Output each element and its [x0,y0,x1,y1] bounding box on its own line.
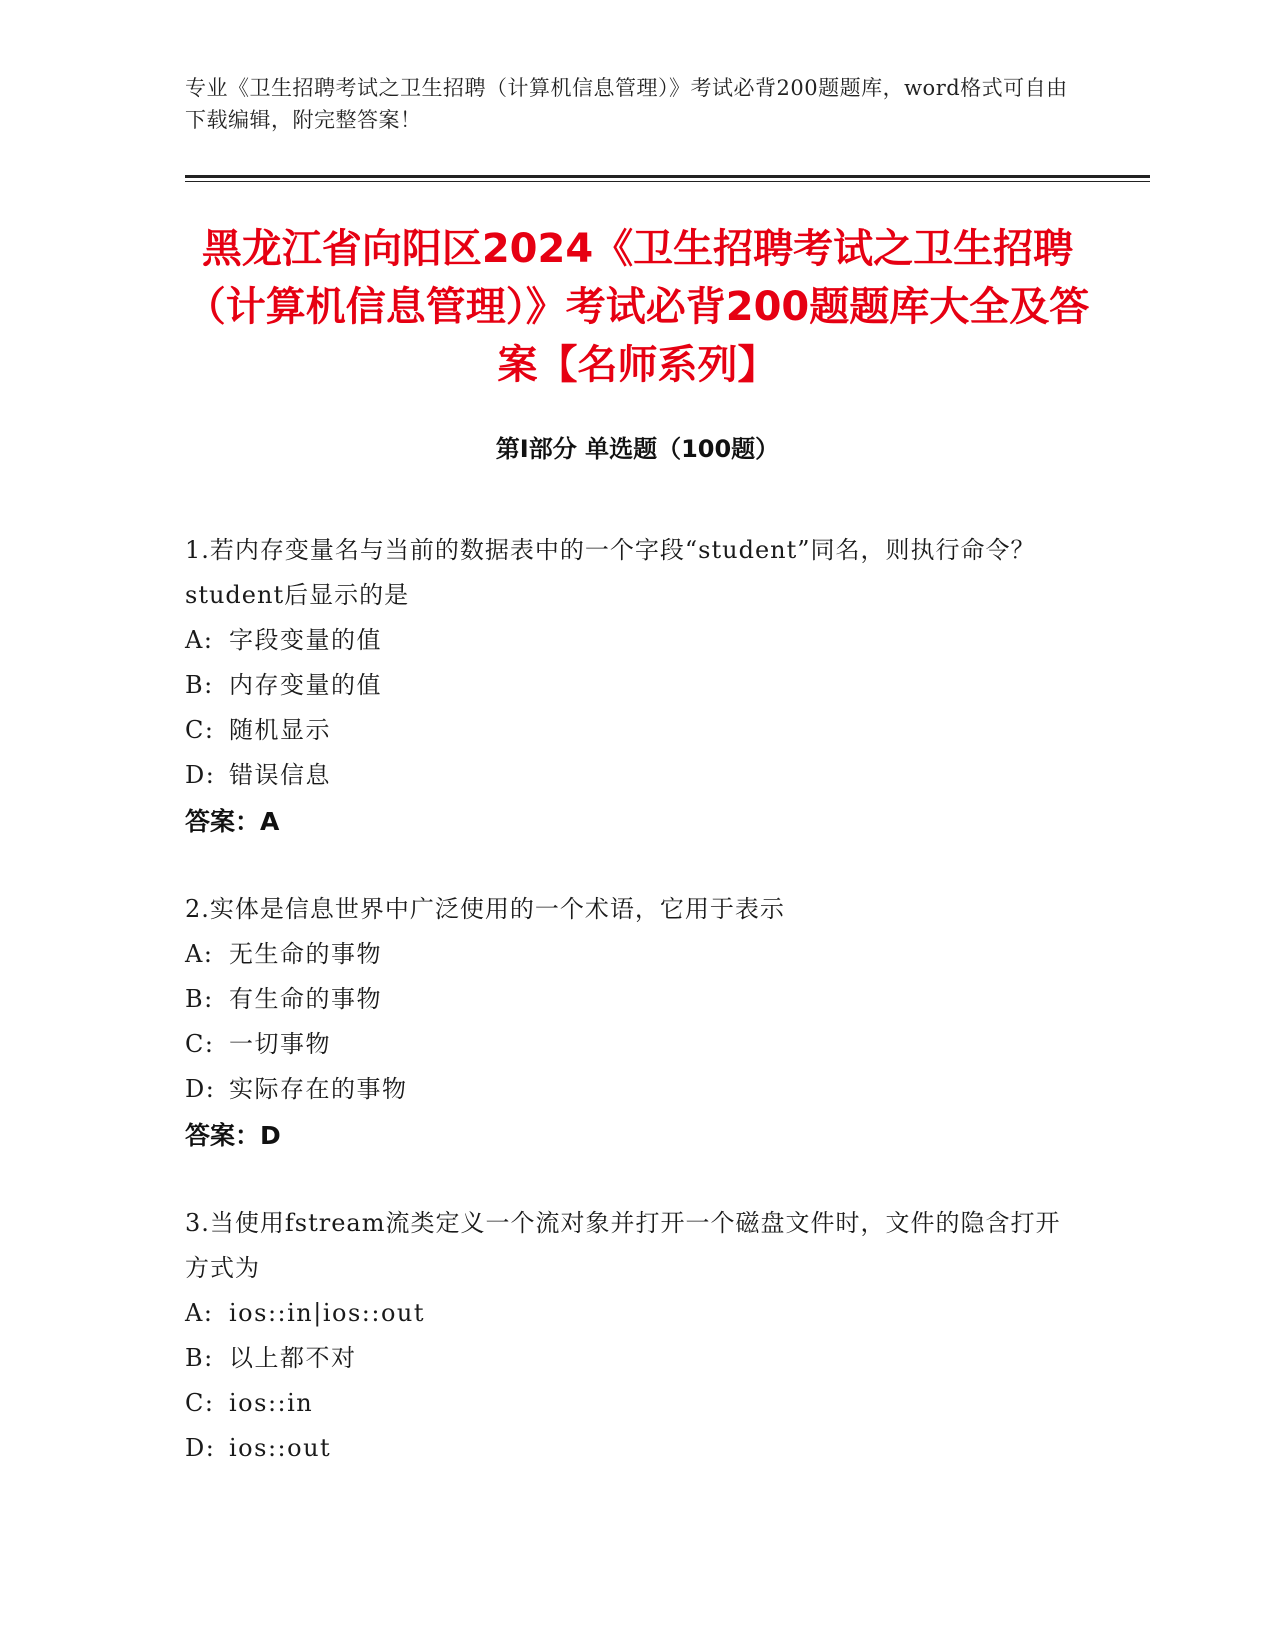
option-letter: A: [185,1299,214,1327]
option-text: 实际存在的事物 [229,1075,408,1103]
question-list [185,528,1075,1513]
option-text: 无生命的事物 [229,940,382,968]
option-b [185,1336,1075,1381]
intro-text: 专业《卫生招聘考试之卫生招聘（计算机信息管理）》考试必背200题题库，word格式可自由下载编辑，附完整答案！ [185,76,1068,132]
header-divider-thin [185,181,1150,182]
option-c [185,708,1075,753]
option-letter: C: [185,716,215,744]
option-a [185,932,1075,977]
option-text: ios::in [229,1389,314,1417]
option-letter: A: [185,940,214,968]
option-a [185,618,1075,663]
option-text: ios::in|ios::out [229,1299,425,1327]
option-letter: D: [185,1434,216,1462]
option-a [185,1291,1075,1336]
option-letter: B: [185,671,214,699]
option-text: 以上都不对 [229,1344,357,1372]
option-letter: D: [185,1075,216,1103]
option-letter: D: [185,761,216,789]
option-b [185,663,1075,708]
question-text: 1.若内存变量名与当前的数据表中的一个字段“student”同名，则执行命令？student后显示的是 [185,536,1036,609]
question-3 [185,1201,1075,1471]
option-text: 内存变量的值 [229,671,382,699]
question-2 [185,887,1075,1159]
question-text: 2.实体是信息世界中广泛使用的一个术语，它用于表示 [185,895,785,923]
answer-line: 答案：A [185,807,280,836]
option-b [185,977,1075,1022]
option-letter: B: [185,985,214,1013]
option-text: 有生命的事物 [229,985,382,1013]
option-c [185,1022,1075,1067]
option-letter: A: [185,626,214,654]
question-1 [185,528,1075,845]
document-title: 黑龙江省向阳区2024《卫生招聘考试之卫生招聘（计算机信息管理）》考试必背200题题库大全及答案【名师系列】 [185,226,1090,388]
option-d [185,753,1075,798]
option-text: 错误信息 [229,761,331,789]
option-text: 一切事物 [229,1030,331,1058]
option-d [185,1426,1075,1471]
option-text: ios::out [229,1434,332,1462]
option-text: 字段变量的值 [229,626,382,654]
option-letter: B: [185,1344,214,1372]
option-text: 随机显示 [229,716,331,744]
header-divider-thick [185,175,1150,178]
question-text: 3.当使用fstream流类定义一个流对象并打开一个磁盘文件时，文件的隐含打开方式为 [185,1209,1061,1282]
option-letter: C: [185,1389,215,1417]
answer-line: 答案：D [185,1121,281,1150]
option-letter: C: [185,1030,215,1058]
option-d [185,1067,1075,1112]
option-c [185,1381,1075,1426]
section-heading: 第I部分 单选题（100题） [495,435,780,463]
